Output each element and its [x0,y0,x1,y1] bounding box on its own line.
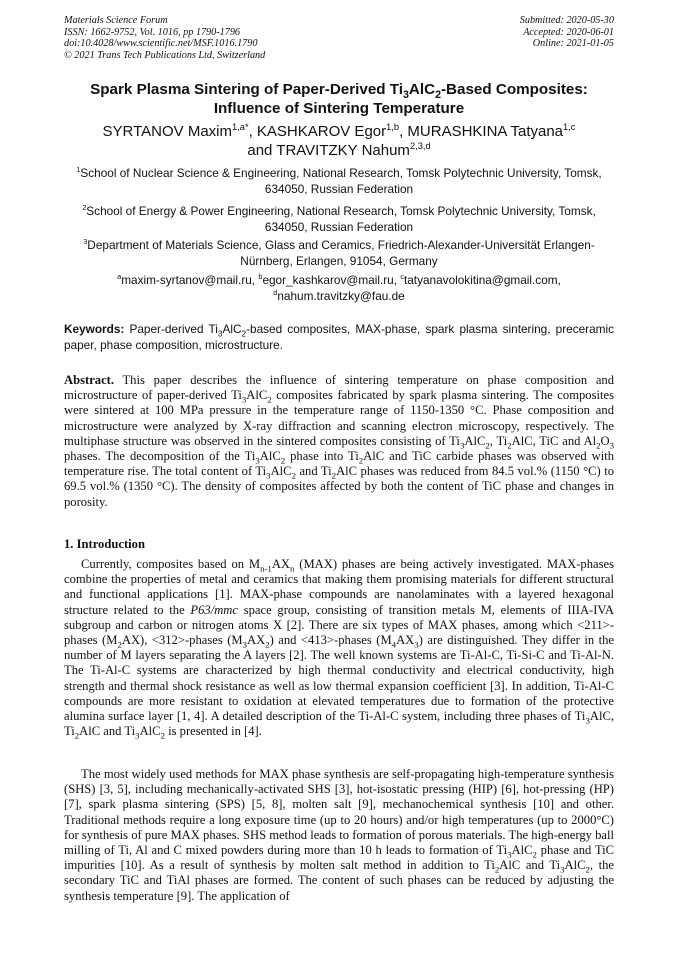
journal-issn: ISSN: 1662-9752, Vol. 1016, pp 1790-1796 [64,26,241,38]
intro-paragraph-2: The most widely used methods for MAX phase synthesis are self-propagating high-temperature synthesis (SHS) [3, 5], including mechanically-activated SHS [3], hot-isostatic pressing (HIP) [6], hot-pressing (HP) [7], spark plasma sintering (SPS) [5, 8], molten salt [9], mechanochemical synthesis [10] and other. Traditional methods require a long exposure time (up to 20 hours) and/or high temperatures (up to 2000°C) for synthesis of pure MAX phases. SHS method leads to formation of porous materials. The high-energy ball milling of Ti, Al and C mixed powders during more than 10 h leads to formation of $Ti_3AlC_2$ phase and TiC impurities [10]. As a result of synthesis by molten salt method in addition to $Ti_2AlC$ and $Ti_3AlC_2$, the secondary TiC and TiAl phases are formed. The content of such phases can be reduced by adjusting the synthesis temperature [9]. The application of [64,767,615,903]
date-accepted: Accepted: 2020-06-01 [523,26,614,38]
header-dates [520,15,614,50]
email-link[interactable]: maxim-syrtanov@mail.ru, [121,273,259,287]
abstract-label: Abstract. [64,373,115,387]
email-link[interactable]: tatyanavolokitina@gmail.com, [403,273,561,287]
journal-name: Materials Science Forum [64,15,168,26]
journal-doi: doi:10.4028/www.scientific.net/MSF.1016.1790 [64,38,258,50]
paper-title [40,81,638,118]
affiliation-2: $^2$School of Energy & Power Engineering, National Research, Tomsk Polytechnic University, Tomsk, 634050, Russian Federation [82,203,596,234]
abstract: Abstract. This paper describes the influence of sintering temperature on phase composition and microstructure of paper-derived $Ti_3AlC_2$ composites fabricated by spark plasma sintering. The composites were sintered at 100 MPa pressure in the temperature range of 1150-1350 °C. Phase composition and microstructure were analyzed by X-ray diffraction and scanning electron microscopy, respectively. The multiphase structure was observed in the sintered composites consisting of $Ti_3AlC_2$, $Ti_2AlC$, TiC and $Al_2O_3$ phases. The decomposition of the $Ti_3AlC_2$ phase into $Ti_2AlC$ and TiC carbide phases was observed with temperature rise. The total content of $Ti_3AlC_2$ and $Ti_2AlC$ phases was reduced from 84.5 vol.% (1150 °C) to 69.5 vol.% (1350 °C). The density of composites affected by both the content of TiC phase and changes in porosity. [64,373,615,509]
journal-copyright: © 2021 Trans Tech Publications Ltd, Switzerland [64,49,266,61]
author-name: MURASHKINA Tatyana [407,123,564,140]
title-line-2: Influence of Sintering Temperature [213,99,465,117]
author-list: SYRTANOV Maxim$^{1,a*}$, KASHKAROV Egor$^{1,b}$, MURASHKINA Tatyana$^{1,c}$ and TRAVITZKY Nahum$^{2,3,d}$ [102,122,576,159]
affiliation-3: $^3$Department of Materials Science, Glass and Ceramics, Friedrich-Alexander-Universität Erlangen-Nürnberg, Erlangen, 91054, Germany [83,237,595,268]
keywords-label: Keywords: [64,322,125,336]
author-name: SYRTANOV Maxim [102,123,233,140]
title-line-1: Spark Plasma Sintering of Paper-Derived $Ti_3AlC_2$-Based Composites: [90,81,588,102]
email-link[interactable]: nahum.travitzky@fau.de [277,288,405,303]
date-submitted: Submitted: 2020-05-30 [519,15,614,26]
date-online: Online: 2021-01-05 [532,38,614,50]
intro-paragraph-1: Currently, composites based on $M_{n-1}AX_n$ (MAX) phases are being actively investigated. MAX-phases combine the properties of metal and ceramics that making them promising materials for different structural and functional applications [1]. MAX-phase compounds are nanolaminates with a layered hexagonal structure related to the P63/mmc space group, consisting of transition metals M, elements of IIIA-IVA subgroup and carbon or nitrogen atoms X [2]. There are six types of MAX phases, among which <211>-phases $(M_2AX)$, <312>-phases $(M_3AX_2)$ and <413>-phases $(M_4AX_3)$ are distinguished. They differ in the number of M layers separating the A layers [2]. The well known systems are Ti-Al-C, Ti-Si-C and Ti-Al-N. The Ti-Al-C systems are characterized by high thermal conductivity and electrical conductivity, high strength and thermal shock resistance as well as low thermal expansion coefficient [3]. In addition, Ti-Al-C compounds are more resistant to oxidation at elevated temperatures due to formation of the protective alumina surface layer [1, 4]. A detailed description of the Ti-Al-C system, including three phases of $Ti_3AlC$, $Ti_2AlC$ and $Ti_3AlC_2$ is presented in [4]. [64,557,614,741]
author-emails: $^a$maxim-syrtanov@mail.ru, $^b$egor_kashkarov@mail.ru, $^c$tatyanavolokitina@gmail.com, $^d$nahum.travitzky@fau.de [117,272,561,303]
header-journal-info [64,15,265,61]
keywords: Keywords: Paper-derived $Ti_3AlC_2$-based composites, MAX-phase, spark plasma sintering, preceramic paper, phase composition, microstructure. [64,322,614,352]
section-heading: 1. Introduction [64,537,145,551]
email-link[interactable]: egor_kashkarov@mail.ru, [262,273,401,287]
affiliation-1: $^1$School of Nuclear Science & Engineering, National Research, Tomsk Polytechnic University, Tomsk, 634050, Russian Federation [76,165,602,196]
author-name: KASHKAROV Egor [256,123,387,140]
author-name: and TRAVITZKY Nahum [247,141,410,159]
